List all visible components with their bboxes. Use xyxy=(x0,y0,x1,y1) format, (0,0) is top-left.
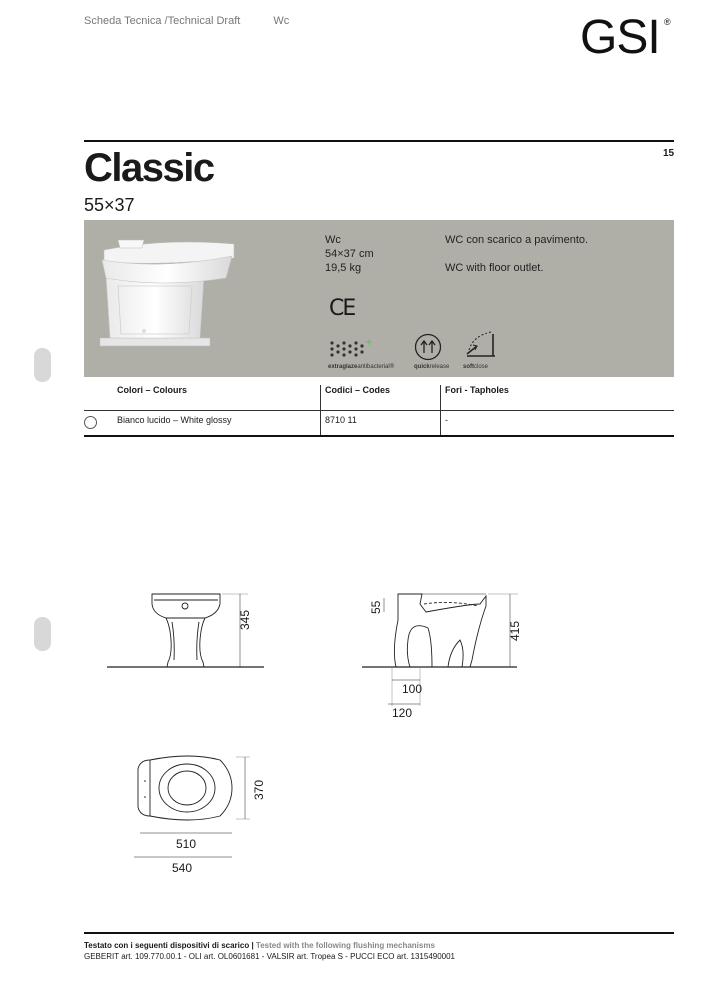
page-number: 15 xyxy=(663,148,675,159)
logo-text: GSI xyxy=(580,11,660,64)
description-en: WC with floor outlet. xyxy=(445,262,544,274)
dim-top-inner-length: 510 xyxy=(176,837,197,851)
spec-type: Wc xyxy=(325,234,341,246)
product-title: Classic xyxy=(84,146,214,190)
extraglaze-label-light: antibacterial® xyxy=(357,364,395,370)
softclose-label-light: close xyxy=(474,364,489,370)
registered-mark: ® xyxy=(664,17,670,27)
description-it: WC con scarico a pavimento. xyxy=(445,234,589,246)
table-cell-code: 8710 11 xyxy=(325,415,357,425)
table-header-tapholes: Fori - Tapholes xyxy=(445,385,509,395)
softclose-label-bold: soft xyxy=(463,364,474,370)
extraglaze-label-bold: extraglaze xyxy=(328,364,358,370)
product-size: 55×37 xyxy=(84,195,135,215)
dim-outlet-inner: 100 xyxy=(402,682,423,696)
table-cell-colour: Bianco lucido – White glossy xyxy=(117,415,232,425)
table-cell-tapholes: - xyxy=(445,415,448,425)
category-label: Wc xyxy=(273,15,290,27)
dim-side-height: 415 xyxy=(508,620,522,641)
ce-mark: CE xyxy=(329,296,355,321)
quickrelease-label-bold: quick xyxy=(414,364,430,370)
dim-top-width: 370 xyxy=(252,779,266,800)
dim-side-top: 55 xyxy=(369,600,383,614)
footer-tested xyxy=(84,941,435,950)
table-header-colours: Colori – Colours xyxy=(117,385,188,395)
quickrelease-label-light: release xyxy=(429,364,450,370)
footer-tested-it: Testato con i seguenti dispositivi di scarico | xyxy=(84,941,254,950)
footer-mechanisms: GEBERIT art. 109.770.00.1 - OLI art. OL0601681 - VALSIR art. Tropea S - PUCCI ECO art. 1315490001 xyxy=(84,952,456,961)
dim-front-height: 345 xyxy=(238,609,252,630)
section-label: Scheda Tecnica /Technical Draft xyxy=(84,15,241,27)
dim-top-length: 540 xyxy=(172,861,193,875)
dim-outlet-outer: 120 xyxy=(392,706,413,720)
table-header-codes: Codici – Codes xyxy=(325,385,391,395)
footer-tested-en: Tested with the following flushing mechanisms xyxy=(255,941,435,950)
spec-dimensions: 54×37 cm xyxy=(325,248,374,260)
spec-weight: 19,5 kg xyxy=(325,262,362,274)
footer-rule xyxy=(84,932,674,934)
